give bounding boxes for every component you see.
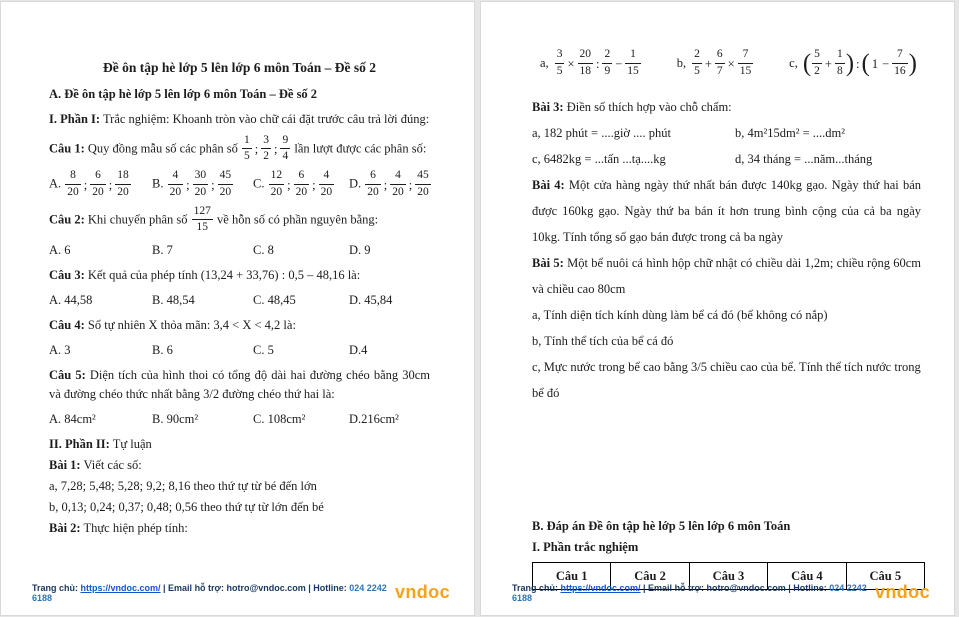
math-operator: ; <box>83 177 88 192</box>
question-4 <box>49 316 430 335</box>
math-operator: × <box>567 56 575 71</box>
fraction: $\frac{2}{9}$ <box>604 48 611 77</box>
paren: ) <box>908 49 917 77</box>
option-b: B. $\frac{4}{20}$ ; $\frac{30}{20}$ ; $\frac{45}{20}$ <box>152 170 253 199</box>
math-operator: ; <box>254 142 259 157</box>
fraction: $\frac{6}{7}$ <box>716 48 723 77</box>
option-b: B. 90cm² <box>152 412 199 427</box>
math-operator: ; <box>408 177 413 192</box>
site-link[interactable]: https://vndoc.com/ <box>80 582 161 593</box>
math-operator: ; <box>287 177 291 192</box>
fraction: $\frac{6}{20}$ <box>295 169 308 198</box>
option-b: B. 6 <box>152 343 173 358</box>
fraction: $\frac{127}{15}$ <box>193 204 211 234</box>
question-text: Diện tích của hình thoi có tổng độ dài hai đường chéo bằng 30cm và đường chéo thức nhất bằng 3/2 đường chéo thứ hai là: <box>49 368 431 402</box>
paren: ( <box>861 49 870 77</box>
exercise-b: b, $\frac{2}{5}$ + $\frac{6}{7}$ × $\frac{7}{15}$ <box>677 49 755 78</box>
math-operator: 1 <box>871 56 879 71</box>
answers-heading: B. Đáp án Đề ôn tập hè lớp 5 lên lớp 6 môn Toán <box>532 519 791 533</box>
fraction: $\frac{1}{8}$ <box>836 48 843 77</box>
question-label: Câu 1: <box>49 141 85 156</box>
bai3-item-b: b, 4m²15dm² = ....dm² <box>735 126 845 140</box>
question-text: Số tự nhiên X thỏa mãn: 3,4 < X < 4,2 là: <box>87 318 296 333</box>
question-label: Câu 3: <box>49 268 85 283</box>
fraction: $\frac{5}{2}$ <box>814 48 820 77</box>
fraction: $\frac{7}{15}$ <box>739 48 752 77</box>
math-operator: ; <box>383 177 388 192</box>
answers-section <box>532 516 921 590</box>
bai5-item-c: c, Mực nước trong bể cao bằng 3/5 chiều cao của bể. Tính thể tích nước trong bể đó <box>532 360 921 400</box>
answer-table-cell: Câu 4 <box>768 563 846 590</box>
hotline-number: 024 2242 6188 <box>32 582 387 603</box>
fraction: $\frac{4}{20}$ <box>169 169 182 198</box>
part1-text: Trắc nghiệm: Khoanh tròn vào chữ cái đặt trước câu trả lời đúng: <box>102 112 430 126</box>
option-d: D.4 <box>349 343 368 358</box>
option-c: C. 48,45 <box>253 293 296 308</box>
fraction: $\frac{1}{5}$ <box>244 134 250 163</box>
bai1-line-b: b, 0,13; 0,24; 0,37; 0,48; 0,56 theo thứ tự từ lớn đến bé <box>49 500 324 515</box>
answers-subheading: I. Phần trắc nghiệm <box>532 540 639 554</box>
fraction: $\frac{20}{18}$ <box>579 48 591 77</box>
question-4-options <box>49 341 430 360</box>
question-3 <box>49 266 430 285</box>
math-expression <box>191 204 214 234</box>
question-2-options <box>49 241 430 260</box>
math-operator: − <box>615 56 623 71</box>
page-footer <box>32 582 450 603</box>
option-d: D. $\frac{6}{20}$ ; $\frac{4}{20}$ ; $\frac{45}{20}$ <box>349 170 432 199</box>
answer-table-cell: Câu 2 <box>611 563 689 590</box>
math-operator: : <box>596 56 600 71</box>
page-2 <box>481 2 954 615</box>
question-1 <box>49 135 430 164</box>
question-3-options <box>49 291 430 310</box>
question-text: Khi chuyển phân số <box>87 212 188 227</box>
math-operator: + <box>704 56 712 71</box>
bai5-paragraph: Bài 5: Một bể nuôi cá hình hộp chữ nhật có chiều dài 1,2m; chiều rộng 60cm và chiều cao 80cm <box>532 256 922 296</box>
fraction: $\frac{2}{5}$ <box>694 48 700 77</box>
question-label: Câu 5: <box>49 368 86 383</box>
vndoc-logo: vndoc <box>874 582 930 602</box>
question-5-options <box>49 410 430 429</box>
bai4-paragraph: Bài 4: Một cửa hàng ngày thứ nhất bán được 140kg gạo. Ngày thứ hai bán được 160kg gạo. Ngày thứ ba bán ít hơn trung bình cộng của cả ba ngày 10kg. Tính tổng số gạo bán được trong cả ba ngày <box>532 178 922 244</box>
fraction: $\frac{45}{20}$ <box>219 169 232 198</box>
option-c: C. $\frac{12}{20}$ ; $\frac{6}{20}$ ; $\frac{4}{20}$ <box>253 170 349 199</box>
question-text: Quy đồng mẫu số các phân số <box>87 141 238 156</box>
fraction: $\frac{6}{20}$ <box>92 169 104 198</box>
math-expression <box>241 134 291 163</box>
section-a-heading: A. Đề ôn tập hè lớp 5 lên lớp 6 môn Toán – Đề số 2 <box>49 87 318 101</box>
bai2-expressions <box>540 42 917 86</box>
math-operator: + <box>824 56 832 71</box>
hotline-number: 024 2242 6188 <box>512 582 867 603</box>
option-c: C. 5 <box>253 343 274 358</box>
bai3-item-d: d, 34 tháng = ...năm...tháng <box>735 152 873 166</box>
math-operator: − <box>882 56 890 71</box>
question-2 <box>49 206 430 235</box>
bai5-item-a: a, Tính diện tích kính dùng làm bể cá đó (bể không có nắp) <box>532 308 828 322</box>
option-d: D. 45,84 <box>349 293 393 308</box>
math-operator: : <box>856 56 860 71</box>
paren: ) <box>845 49 855 77</box>
footer-text: Trang chủ: https://vndoc.com/ | Email hỗ trợ: hotro@vndoc.com | Hotline: 024 2242 6188 <box>512 582 867 603</box>
bai3-item-c: c, 6482kg = ...tấn ...tạ....kg <box>532 152 666 166</box>
page-1 <box>1 2 474 615</box>
option-a: A. 84cm² <box>49 412 96 427</box>
option-a: A. 3 <box>49 343 71 358</box>
bai2-heading: Bài 2: Thực hiện phép tính: <box>49 521 188 536</box>
question-text: lần lượt được các phân số: <box>294 141 427 156</box>
question-text: về hỗn số có phần nguyên bằng: <box>217 212 379 227</box>
math-operator: ; <box>211 177 215 192</box>
answer-table-cell: Câu 3 <box>689 563 767 590</box>
document-title: Đề ôn tập hè lớp 5 lên lớp 6 môn Toán – Đề số 2 <box>103 60 376 75</box>
question-label: Câu 2: <box>49 212 85 227</box>
fraction: $\frac{3}{5}$ <box>556 48 563 77</box>
fraction: $\frac{18}{20}$ <box>117 169 129 198</box>
fraction: $\frac{30}{20}$ <box>194 169 207 198</box>
math-operator: ; <box>186 177 190 192</box>
question-text: Kết quả của phép tính (13,24 + 33,76) : 0,5 – 48,16 là: <box>87 268 361 283</box>
option-d: D.216cm² <box>349 412 399 427</box>
exercise-c: c, ( $\frac{5}{2}$ + $\frac{1}{8}$ ) :( 1 − $\frac{7}{16}$ ) <box>789 48 917 77</box>
vndoc-logo: vndoc <box>394 582 450 602</box>
fraction: $\frac{1}{15}$ <box>627 48 639 77</box>
math-operator: × <box>727 56 735 71</box>
question-1-options <box>49 170 430 199</box>
bai1-line-a: a, 7,28; 5,48; 5,28; 9,2; 8,16 theo thứ tự từ bé đến lớn <box>49 479 317 494</box>
bai1-heading: Bài 1: Viết các số: <box>49 458 142 473</box>
math-operator: ; <box>274 142 278 157</box>
fraction: $\frac{12}{20}$ <box>270 169 283 198</box>
fraction: $\frac{3}{2}$ <box>263 134 269 163</box>
fraction: $\frac{8}{20}$ <box>67 169 79 198</box>
math-operator: ; <box>312 177 316 192</box>
answer-table-cell: Câu 1 <box>533 563 611 590</box>
part1-heading <box>49 110 430 129</box>
fraction: $\frac{6}{20}$ <box>367 169 379 198</box>
fraction: $\frac{4}{20}$ <box>320 169 333 198</box>
footer-text: Trang chủ: https://vndoc.com/ | Email hỗ trợ: hotro@vndoc.com | Hotline: 024 2242 6188 <box>32 582 387 603</box>
option-c: C. 108cm² <box>253 412 306 427</box>
option-a: A. 44,58 <box>49 293 93 308</box>
answer-table-cell: Câu 5 <box>846 563 924 590</box>
fraction: $\frac{7}{16}$ <box>894 48 906 77</box>
fraction: $\frac{9}{4}$ <box>282 134 289 163</box>
bai3-item-a: a, 182 phút = ....giờ .... phút <box>532 126 672 140</box>
question-5 <box>49 366 430 404</box>
bai5-item-b: b, Tính thể tích của bể cá đó <box>532 334 674 348</box>
option-b: B. 48,54 <box>152 293 195 308</box>
bai3-items <box>532 120 921 172</box>
part1-label: I. Phần I: <box>49 112 101 126</box>
option-d: D. 9 <box>349 243 371 258</box>
part2-heading: II. Phần II: Tự luận <box>49 437 152 452</box>
bai3-heading: Bài 3: Điền số thích hợp vào chỗ chấm: <box>532 100 732 114</box>
option-c: C. 8 <box>253 243 274 258</box>
question-label: Câu 4: <box>49 318 85 333</box>
option-a: A. $\frac{8}{20}$ ; $\frac{6}{20}$ ; $\frac{18}{20}$ <box>49 170 152 199</box>
exercise-a: a, $\frac{3}{5}$ × $\frac{20}{18}$ : $\frac{2}{9}$ − $\frac{1}{15}$ <box>540 49 642 78</box>
site-link[interactable]: https://vndoc.com/ <box>560 582 641 593</box>
math-operator: ; <box>108 177 113 192</box>
option-b: B. 7 <box>152 243 173 258</box>
option-a: A. 6 <box>49 243 71 258</box>
page-footer <box>512 582 930 603</box>
paren: ( <box>802 49 812 77</box>
fraction: $\frac{4}{20}$ <box>392 169 404 198</box>
fraction: $\frac{45}{20}$ <box>417 169 429 198</box>
